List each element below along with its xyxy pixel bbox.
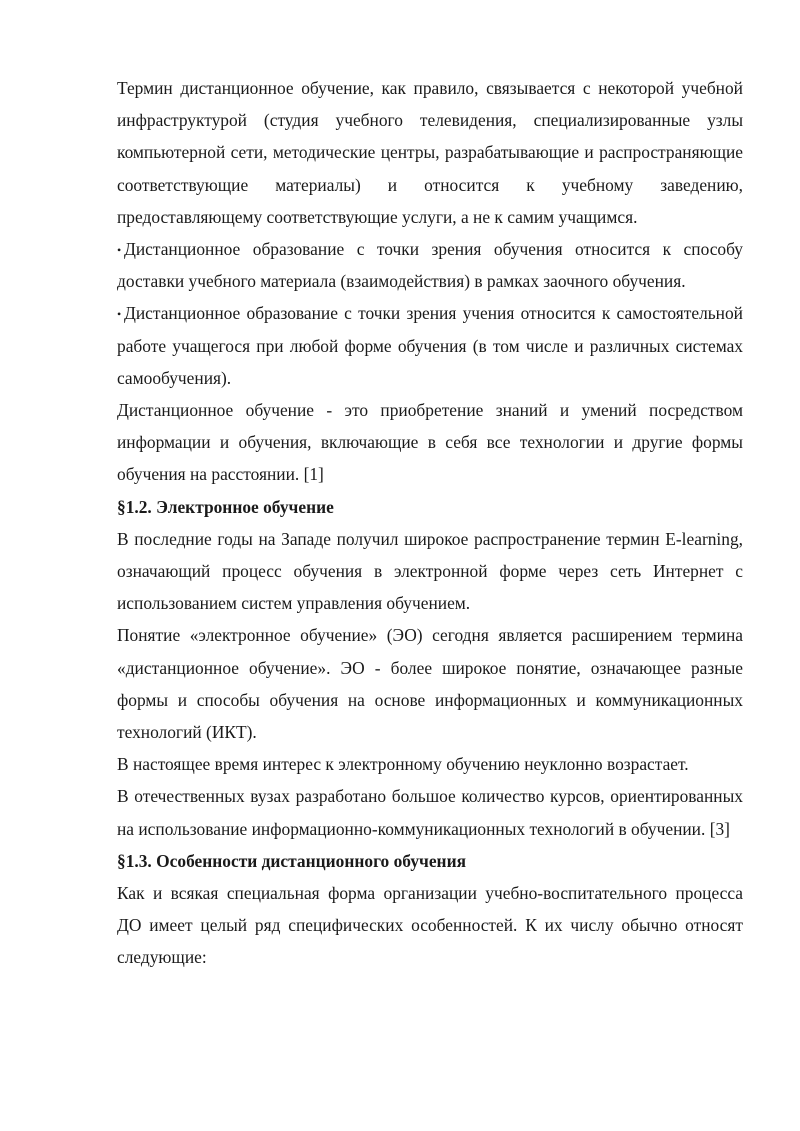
paragraph-eo-concept: Понятие «электронное обучение» (ЭО) сегодня является расширением термина «дистанционное обучение». ЭО - более широкое понятие, означающее разные формы и способы обучения на основе информационных и коммуникационных технологий (ИКТ). (117, 625, 743, 743)
bullet-text: Дистанционное образование с точки зрения обучения относится к способу доставки учебного материала (взаимодействия) в рамках заочного обучения. (117, 239, 743, 292)
paragraph-features-intro: Как и всякая специальная форма организации учебно-воспитательного процесса ДО имеет целый ряд специфических особенностей. К их числу обычно относят следующие: (117, 883, 743, 968)
bullet-icon: • (117, 307, 122, 322)
paragraph-definition: Дистанционное обучение - это приобретение знаний и умений посредством информации и обучения, включающие в себя все технологии и другие формы обучения на расстоянии. [1] (117, 400, 743, 485)
bullet-item-teaching (117, 233, 743, 297)
paragraph-distance-learning-term: Термин дистанционное обучение, как правило, связывается с некоторой учебной инфраструктурой (студия учебного телевидения, специализированные узлы компьютерной сети, методические центры, разрабатывающие и распространяющие соответствующие материалы) и относится к учебному заведению, предоставляющему соответствующие услуги, а не к самим учащимся. (117, 78, 743, 227)
bullet-text: Дистанционное образование с точки зрения учения относится к самостоятельной работе учащегося при любой форме обучения (в том числе и различных системах самообучения). (117, 303, 743, 388)
bullet-item-learning (117, 297, 743, 394)
section-heading-1-2: §1.2. Электронное обучение (117, 496, 334, 517)
bullet-icon: • (117, 243, 122, 258)
paragraph-elearning-term: В последние годы на Западе получил широкое распространение термин E-learning, означающий процесс обучения в электронной форме через сеть Интернет с использованием систем управления обучением. (117, 528, 743, 614)
paragraph-interest-growth: В настоящее время интерес к электронному обучению неуклонно возрастает. (117, 754, 689, 775)
paragraph-domestic-universities: В отечественных вузах разработано большое количество курсов, ориентированных на использование информационно-коммуникационных технологий в обучении. [3] (117, 786, 743, 839)
section-heading-1-3: §1.3. Особенности дистанционного обучения (117, 850, 467, 871)
document-page (117, 72, 743, 974)
